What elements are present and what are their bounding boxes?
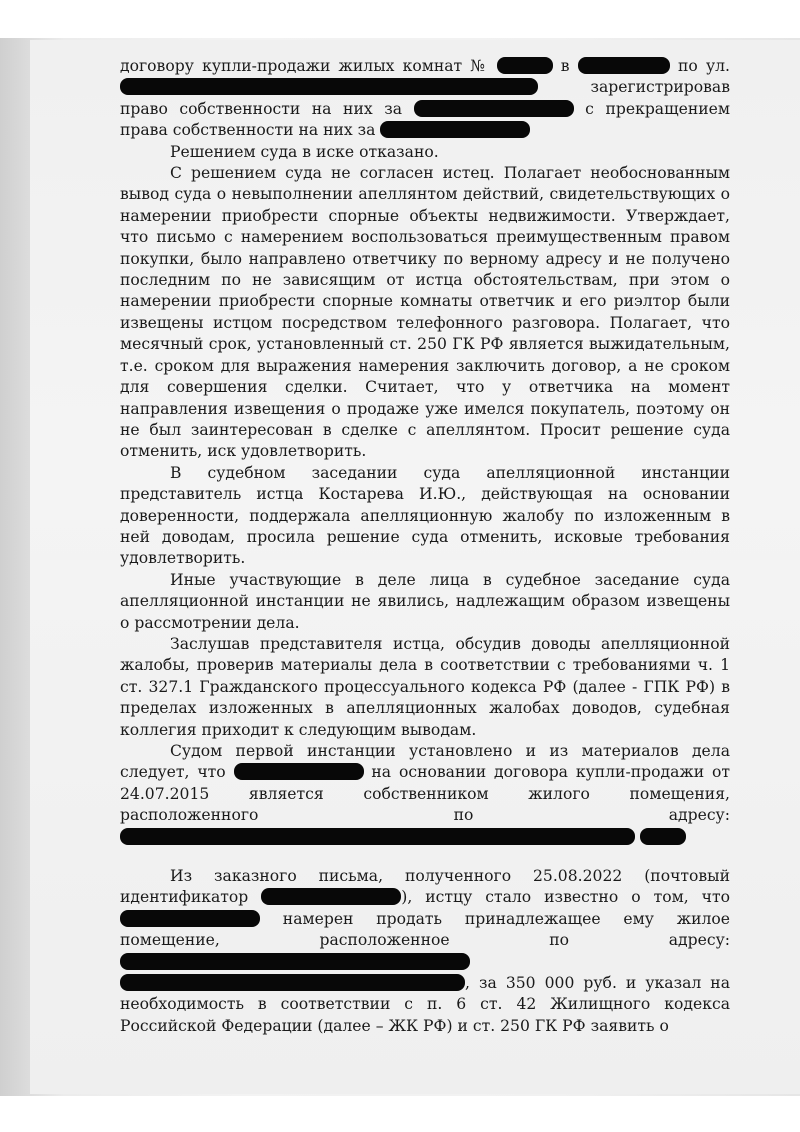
paragraph-appeal: С решением суда не согласен истец. Полагает необоснованным вывод суда о невыполнении апеллянтом действий, свидетельствующих о намерении приобрести спорные объекты недвижимости. Утверждает, что письмо с намерением воспользоваться преимущественным правом покупки, было направлено ответчику по верному адресу и не получено последним по не зависящим от истца обстоятельствам, при этом о намерении приобрести спорные комнаты ответчик и его риэлтор были извещены истцом посредством телефонного разговора. Полагает, что месячный срок, установленный ст. 250 ГК РФ является выжидательным, т.е. сроком для выражения намерения заключить договор, а не сроком для совершения сделки. Считает, что у ответчика на момент направления извещения о продаже уже имелся покупатель, поэтому он не был заинтересован в сделке с апеллянтом. Просит решение суда отменить, иск удовлетворить.	[120, 164, 730, 461]
document-page	[120, 56, 730, 1037]
redaction-block	[497, 57, 553, 74]
redaction-block	[640, 828, 686, 845]
paragraph-hearing: В судебном заседании суда апелляционной инстанции представитель истца Костарева И.Ю., действующая на основании доверенности, поддержала апелляционную жалобу по изложенным в ней доводам, просила решение суда отменить, исковые требования удовлетворить.	[120, 463, 730, 568]
redaction-block	[380, 121, 530, 138]
spacer	[120, 848, 730, 866]
paragraph-facts: Судом первой инстанции установлено и из материалов дела следует, что на основании договора купли-продажи от 24.07.2015 является собственником жилого помещения, расположенного по адресу:	[120, 741, 730, 848]
paragraph-decision: Решением суда в иске отказано.	[170, 142, 439, 161]
paragraph-contract: договору купли-продажи жилых комнат № в по ул. зарегистрировав право собственности на них за с прекращением права собственности на них за	[120, 57, 730, 140]
paragraph-absent: Иные участвующие в деле лица в судебное заседание суда апелляционной инстанции не явились, надлежащим образом извещены о рассмотрении дела.	[120, 570, 730, 632]
paragraph-letter: Из заказного письма, полученного 25.08.2022 (почтовый идентификатор ), истцу стало известно о том, что намерен продать принадлежащее ему жилое помещение, расположенное по адресу: , за 350 000 руб. и указал на необходимость в соответствии с п. 6 ст. 42 Жилищного кодекса Российской Федерации (далее – ЖК РФ) и ст. 250 ГК РФ заявить о	[120, 867, 730, 1035]
redaction-block	[578, 57, 670, 74]
paragraph-review: Заслушав представителя истца, обсудив доводы апелляционной жалобы, проверив материалы дела в соответствии с требованиями ч. 1 ст. 327.1 Гражданского процессуального кодекса РФ (далее - ГПК РФ) в пределах изложенных в апелляционных жалобах доводов, судебная коллегия приходит к следующим выводам.	[120, 634, 730, 739]
redaction-block	[120, 974, 465, 991]
redaction-block	[261, 888, 401, 905]
redaction-block	[234, 763, 364, 780]
redaction-block	[414, 100, 574, 117]
redaction-block	[120, 828, 635, 845]
redaction-block	[120, 910, 260, 927]
redaction-block	[120, 78, 538, 95]
redaction-block	[120, 953, 470, 970]
